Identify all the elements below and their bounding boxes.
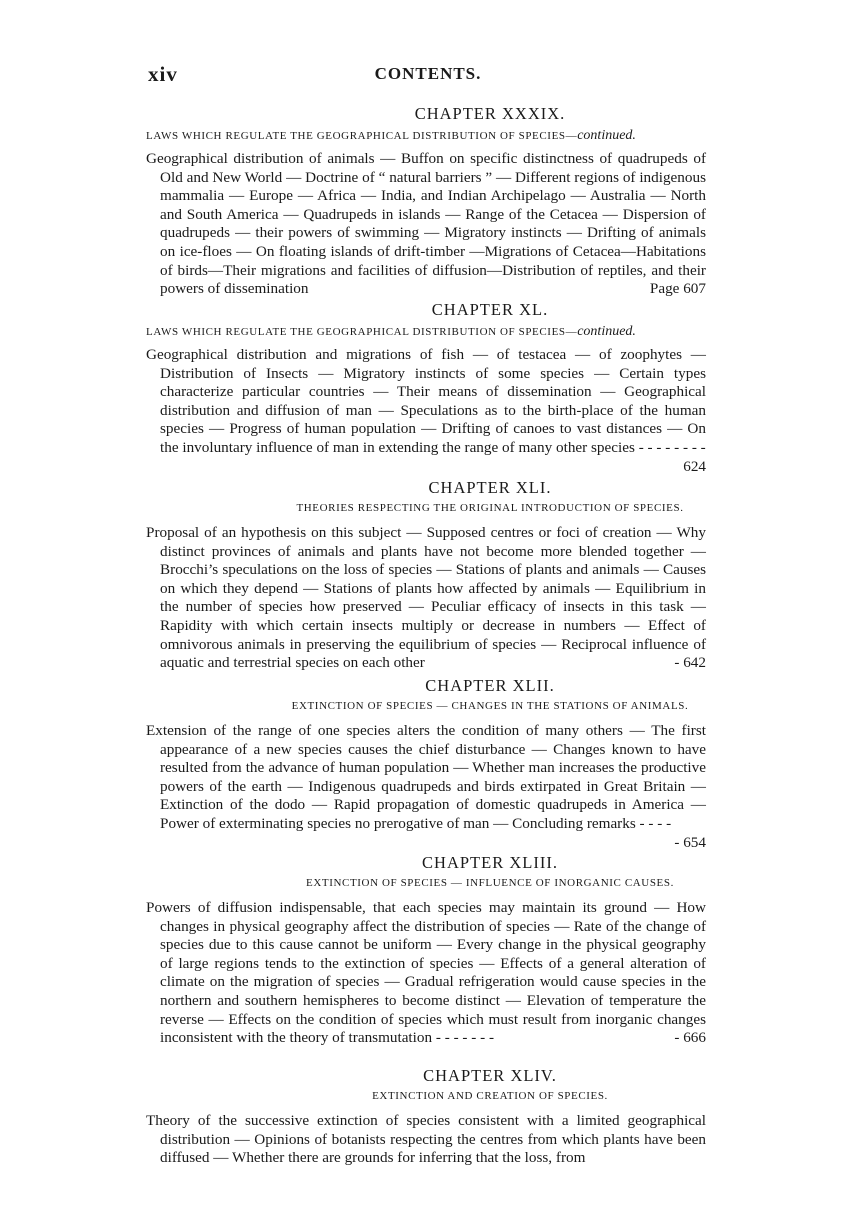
- chapter-subtitle: [0, 324, 850, 346]
- chapter-summary: [146, 899, 706, 1048]
- running-title: CONTENTS.: [374, 64, 482, 83]
- chapter-42: [0, 676, 850, 852]
- chapter-subtitle: EXTINCTION OF SPECIES — INFLUENCE OF INORGANIC CAUSES.: [306, 877, 674, 889]
- chapter-subtitle: THEORIES RESPECTING THE ORIGINAL INTRODUCTION OF SPECIES.: [296, 502, 684, 514]
- page-reference: - 666: [674, 1029, 706, 1047]
- chapter-summary-text: Geographical distribution of animals — Buffon on specific distinctness of quadrupeds of Old and New World — Doctrine of “ natural barriers ” — Different regions of indigenous mammalia — Europe — Africa — India, and Indian Archipelago — Australia — North and South America — Quadrupeds in islands — Range of the Cetacea — Dispersion of quadrupeds — their powers of swimming — Migratory instincts — Drifting of animals on ice-floes — On floating islands of drift-timber —Migrations of Cetacea—Habitations of birds—Their migrations and facilities of diffusion—Distribution of reptiles, and their powers of dissemination: [146, 150, 706, 298]
- dot-leaders: - - - - - - - -: [638, 438, 706, 456]
- chapter-heading: CHAPTER XXXIX.: [414, 104, 566, 123]
- chapter-summary: [146, 1112, 706, 1168]
- chapter-heading: CHAPTER XLIII.: [422, 853, 558, 872]
- chapter-subtitle-continued: continued.: [577, 128, 636, 143]
- chapter-summary: [146, 524, 706, 673]
- chapter-subtitle: [0, 128, 850, 150]
- chapter-summary-text: Geographical distribution and migrations of fish — of testacea — of zoophytes — Distribution of Insects — Migratory instincts of some species — Certain types characterize particular countries — Their means of dissemination — Geographical distribution and diffusion of man — Speculations as to the birth-place of the human species — Progress of human population — Drifting of canoes to vast distances — On the involuntary influence of man in extending the range of many other species: [146, 346, 706, 456]
- chapter-heading: CHAPTER XLIV.: [423, 1066, 557, 1085]
- chapter-44: [0, 1066, 850, 1168]
- chapter-subtitle: EXTINCTION AND CREATION OF SPECIES.: [372, 1090, 608, 1102]
- page-reference: - 642: [674, 654, 706, 672]
- chapter-heading: CHAPTER XLI.: [428, 478, 552, 497]
- chapter-summary: [146, 722, 706, 851]
- chapter-subtitle-text: LAWS WHICH REGULATE THE GEOGRAPHICAL DISTRIBUTION OF SPECIES—: [146, 130, 578, 142]
- chapter-summary-text: Proposal of an hypothesis on this subject — Supposed centres or foci of creation — Why distinct provinces of animals and plants have not become more blended together — Brocchi’s speculations on the loss of species — Stations of plants and animals — Causes on which they depend — Stations of plants how affected by animals — Equilibrium in the number of species how preserved — Peculiar efficacy of insects in this task — Rapidity with which certain insects multiply or decrease in numbers — Effect of omnivorous animals in preserving the equilibrium of species — Reciprocal influence of aquatic and terrestrial species on each other: [146, 524, 706, 672]
- chapter-39: [0, 104, 850, 299]
- dot-leaders: - - - -: [639, 814, 672, 832]
- chapter-41: [0, 478, 850, 673]
- chapter-summary: [146, 346, 706, 475]
- running-head: [148, 62, 708, 92]
- chapter-summary-text: Extension of the range of one species alters the condition of many others — The first appearance of a new species causes the chief disturbance — Changes known to have resulted from the advance of human population — Whether man increases the productive powers of the earth — Indigenous quadrupeds and birds extirpated in Great Britain — Extinction of the dodo — Rapid propagation of domestic quadrupeds in America — Power of exterminating species no prerogative of man — Concluding remarks: [146, 722, 706, 832]
- page-reference: Page 607: [649, 280, 706, 298]
- chapter-subtitle: EXTINCTION OF SPECIES — CHANGES IN THE STATIONS OF ANIMALS.: [291, 700, 689, 712]
- page-reference: 624: [683, 457, 706, 475]
- chapter-summary: [146, 150, 706, 299]
- chapter-summary-text: Theory of the successive extinction of species consistent with a limited geographical distribution — Opinions of botanists respecting the centres from which plants have been diffused — Whether there are grounds for inferring that the loss, from: [146, 1112, 706, 1167]
- dot-leaders: - - - - - - -: [435, 1029, 495, 1047]
- chapter-subtitle-continued: continued.: [577, 324, 636, 339]
- page-reference: - 654: [674, 833, 706, 851]
- page-number: xiv: [148, 62, 178, 86]
- chapter-heading: CHAPTER XL.: [431, 300, 549, 319]
- chapter-40: [0, 300, 850, 476]
- chapter-43: [0, 853, 850, 1048]
- chapter-summary-text: Powers of diffusion indispensable, that each species may maintain its ground — How changes in physical geography affect the distribution of species — Rate of the change of species due to this cause cannot be uniform — Every change in the physical geography of large regions tends to the extinction of species — Effects of a general alteration of climate on the migration of species — Gradual refrigeration would cause species in the northern and southern hemispheres to become distinct — Elevation of temperature the reverse — Effects on the condition of species which must result from inorganic changes inconsistent with the theory of transmutation: [146, 899, 706, 1047]
- chapter-heading: CHAPTER XLII.: [425, 676, 555, 695]
- chapter-subtitle-text: LAWS WHICH REGULATE THE GEOGRAPHICAL DISTRIBUTION OF SPECIES—: [146, 326, 578, 338]
